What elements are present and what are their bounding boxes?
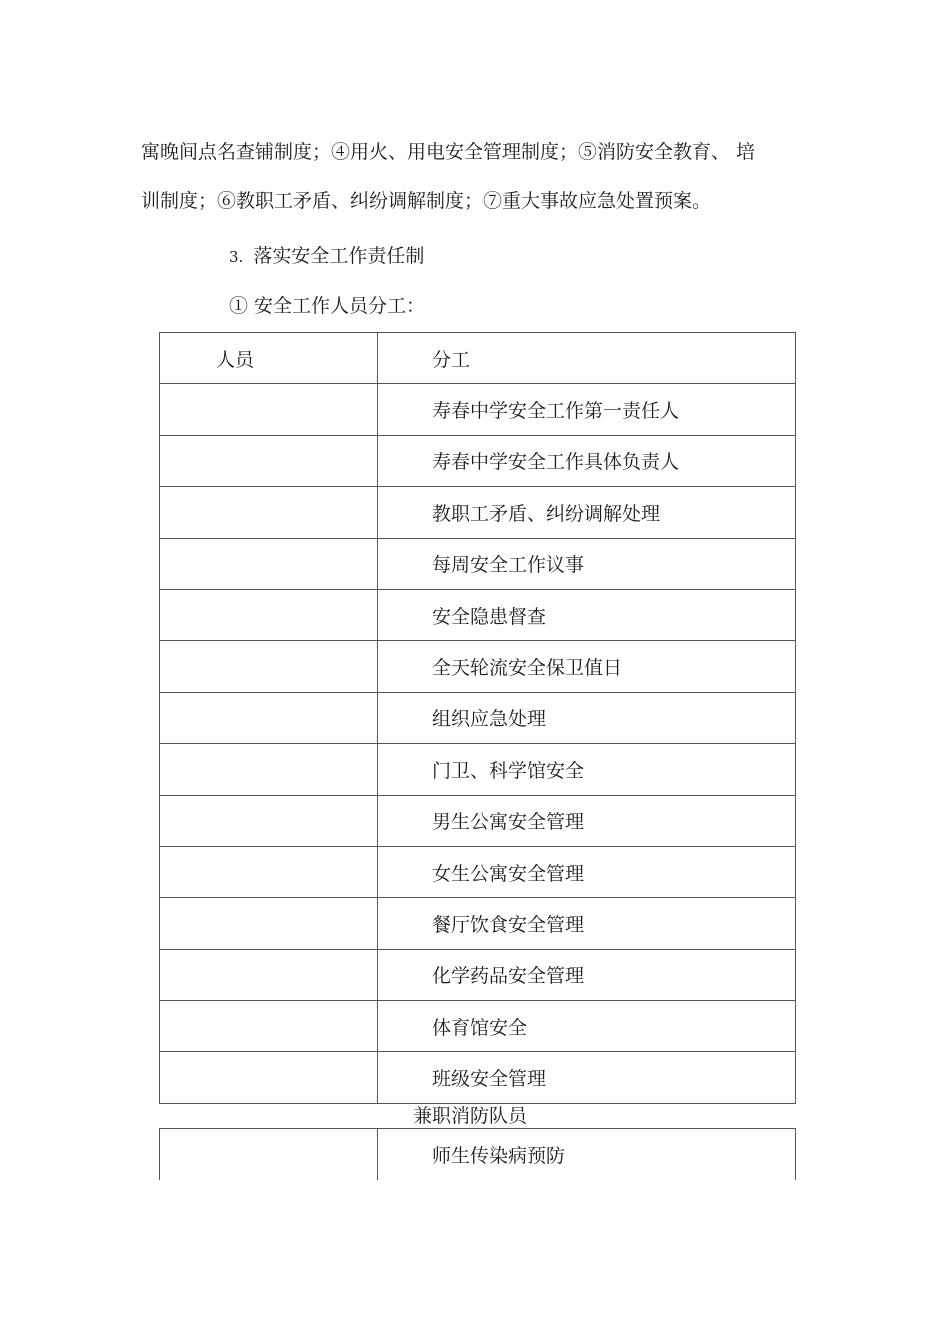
table-row: [160, 744, 796, 795]
table-row: [160, 589, 796, 640]
person-cell: [160, 589, 378, 640]
person-cell: [160, 846, 378, 897]
duty-cell: 男生公寓安全管理: [378, 795, 796, 846]
person-cell: [160, 538, 378, 589]
table-row: [160, 949, 796, 1000]
table-row: [160, 384, 796, 435]
duty-cell: 全天轮流安全保卫值日: [378, 641, 796, 692]
duty-cell: 安全隐患督查: [378, 589, 796, 640]
table-row: [160, 435, 796, 486]
section-heading: [229, 244, 424, 269]
person-cell: [160, 898, 378, 949]
table-row: [160, 846, 796, 897]
table-row: [160, 692, 796, 743]
person-cell: [160, 1129, 378, 1181]
header-duty: 分工: [378, 333, 796, 384]
person-cell: [160, 487, 378, 538]
table-row: [160, 641, 796, 692]
section-number: 3.: [229, 248, 244, 266]
duty-cell: 每周安全工作议事: [378, 538, 796, 589]
person-cell: [160, 1001, 378, 1052]
duty-cell: 教职工矛盾、纠纷调解处理: [378, 487, 796, 538]
section-title: 落实安全工作责任制: [253, 245, 425, 267]
duty-cell: 餐厅饮食安全管理: [378, 898, 796, 949]
duty-cell: 体育馆安全: [378, 1001, 796, 1052]
table-row: [160, 1052, 796, 1103]
duty-table-continued: [159, 1128, 796, 1180]
header-person: 人员: [160, 333, 378, 384]
paragraph-line-1: 寓晚间点名查铺制度；④用火、用电安全管理制度；⑤消防安全教育、 培: [141, 141, 756, 163]
subsection-heading: ① 安全工作人员分工：: [229, 295, 426, 317]
person-cell: [160, 949, 378, 1000]
person-cell: [160, 692, 378, 743]
duty-cell: 班级安全管理: [378, 1052, 796, 1103]
duty-cell: 组织应急处理: [378, 692, 796, 743]
duty-cell: 化学药品安全管理: [378, 949, 796, 1000]
duty-cell: 师生传染病预防: [378, 1129, 796, 1181]
person-cell: [160, 641, 378, 692]
duty-cell: 寿春中学安全工作具体负责人: [378, 435, 796, 486]
person-cell: [160, 744, 378, 795]
table-header-row: [160, 333, 796, 384]
table-row: [160, 795, 796, 846]
table-row: [160, 898, 796, 949]
table-row: [160, 487, 796, 538]
table-caption: 兼职消防队员: [413, 1105, 528, 1127]
table-row: [160, 1129, 796, 1181]
duty-table: [159, 332, 796, 1104]
table-row: [160, 538, 796, 589]
duty-cell: 寿春中学安全工作第一责任人: [378, 384, 796, 435]
person-cell: [160, 795, 378, 846]
person-cell: [160, 384, 378, 435]
person-cell: [160, 1052, 378, 1103]
paragraph-line-2: 训制度；⑥教职工矛盾、纠纷调解制度；⑦重大事故应急处置预案。: [141, 190, 712, 212]
duty-cell: 门卫、科学馆安全: [378, 744, 796, 795]
table-row: [160, 1001, 796, 1052]
duty-cell: 女生公寓安全管理: [378, 846, 796, 897]
person-cell: [160, 435, 378, 486]
